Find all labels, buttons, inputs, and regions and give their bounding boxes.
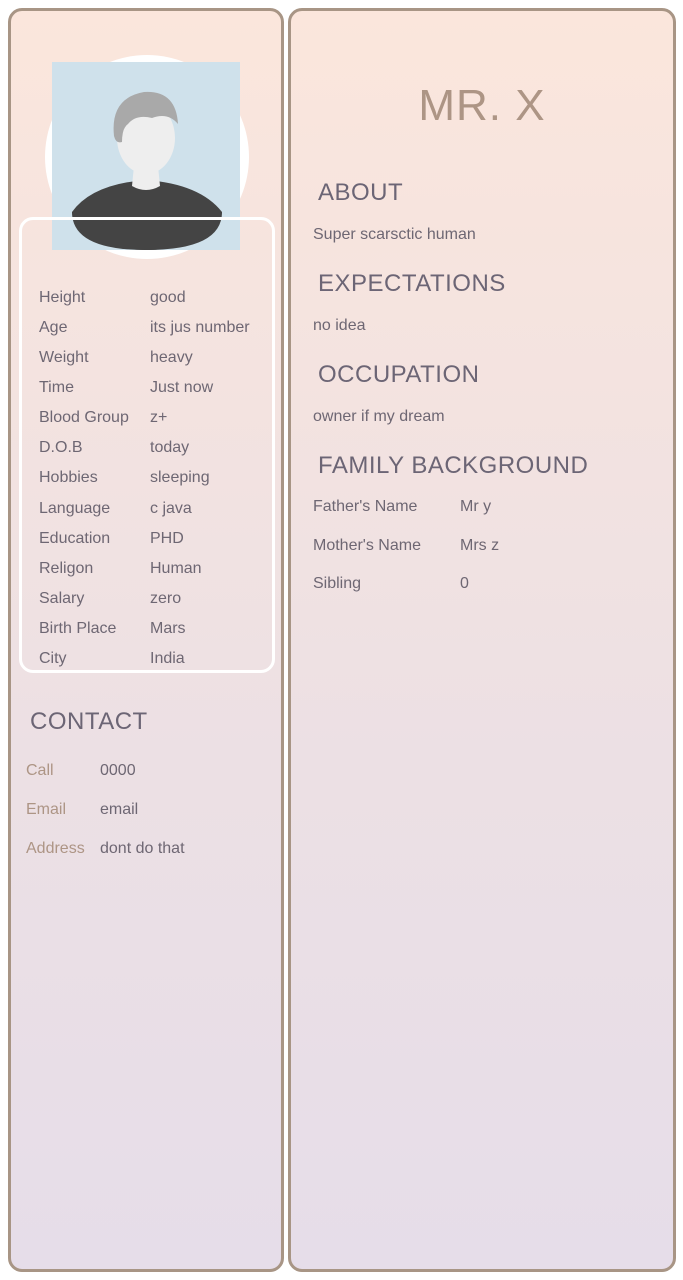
left-panel: [8, 8, 284, 1272]
detail-row-dob: [39, 433, 275, 463]
family-row-sibling: [313, 572, 653, 596]
detail-label: Education: [39, 530, 111, 547]
contact-label: Email: [26, 801, 67, 818]
detail-row-city: [39, 644, 275, 674]
occupation-title: OCCUPATION: [318, 361, 480, 388]
detail-label: Height: [39, 289, 86, 306]
about-title: ABOUT: [318, 179, 404, 206]
detail-label: Hobbies: [39, 469, 98, 486]
detail-row-weight: [39, 343, 275, 373]
profile-name: MR. X: [418, 81, 546, 130]
detail-value: heavy: [150, 349, 193, 366]
family-row-mother: [313, 534, 653, 558]
family-background-title: FAMILY BACKGROUND: [318, 452, 589, 479]
detail-label: Age: [39, 319, 68, 336]
right-panel: [288, 8, 676, 1272]
detail-row-hobbies: [39, 463, 275, 493]
detail-value: its jus number: [150, 319, 250, 336]
email-link[interactable]: email: [100, 801, 139, 818]
family-value: 0: [460, 575, 469, 592]
detail-label: Blood Group: [39, 409, 129, 426]
about-text: Super scarsctic human: [313, 226, 476, 243]
detail-value: today: [150, 439, 190, 456]
detail-value: zero: [150, 590, 182, 607]
family-row-father: [313, 495, 653, 519]
detail-row-birth-place: [39, 614, 275, 644]
detail-value: sleeping: [150, 469, 210, 486]
detail-row-language: [39, 494, 275, 524]
detail-label: Salary: [39, 590, 85, 607]
contact-label: Call: [26, 762, 54, 779]
detail-row-age: [39, 313, 275, 343]
detail-value: c java: [150, 500, 192, 517]
detail-row-religon: [39, 554, 275, 584]
contact-title: CONTACT: [30, 708, 148, 735]
detail-row-salary: [39, 584, 275, 614]
detail-label: Religon: [39, 560, 94, 577]
details-card: [19, 217, 275, 673]
expectations-text: no idea: [313, 317, 366, 334]
detail-row-time: [39, 373, 275, 403]
detail-value: Mars: [150, 620, 186, 637]
detail-row-education: [39, 524, 275, 554]
family-value: Mr y: [460, 498, 492, 515]
detail-label: Birth Place: [39, 620, 117, 637]
family-label: Father's Name: [313, 498, 418, 515]
occupation-text: owner if my dream: [313, 408, 445, 425]
expectations-title: EXPECTATIONS: [318, 270, 506, 297]
detail-row-height: [39, 283, 275, 313]
detail-value: Just now: [150, 379, 214, 396]
detail-label: Weight: [39, 349, 89, 366]
family-label: Mother's Name: [313, 537, 421, 554]
contact-label: Address: [26, 840, 85, 857]
detail-value: Human: [150, 560, 202, 577]
family-label: Sibling: [313, 575, 362, 592]
detail-value: z+: [150, 409, 168, 426]
detail-label: City: [39, 650, 67, 667]
detail-row-blood-group: [39, 403, 275, 433]
detail-value: PHD: [150, 530, 184, 547]
detail-value: India: [150, 650, 185, 667]
detail-label: Language: [39, 500, 111, 517]
detail-label: Time: [39, 379, 74, 396]
detail-label: D.O.B: [39, 439, 83, 456]
call-link[interactable]: 0000: [100, 762, 136, 779]
family-value: Mrs z: [460, 537, 500, 554]
detail-value: good: [150, 289, 186, 306]
address-value: dont do that: [100, 840, 185, 857]
